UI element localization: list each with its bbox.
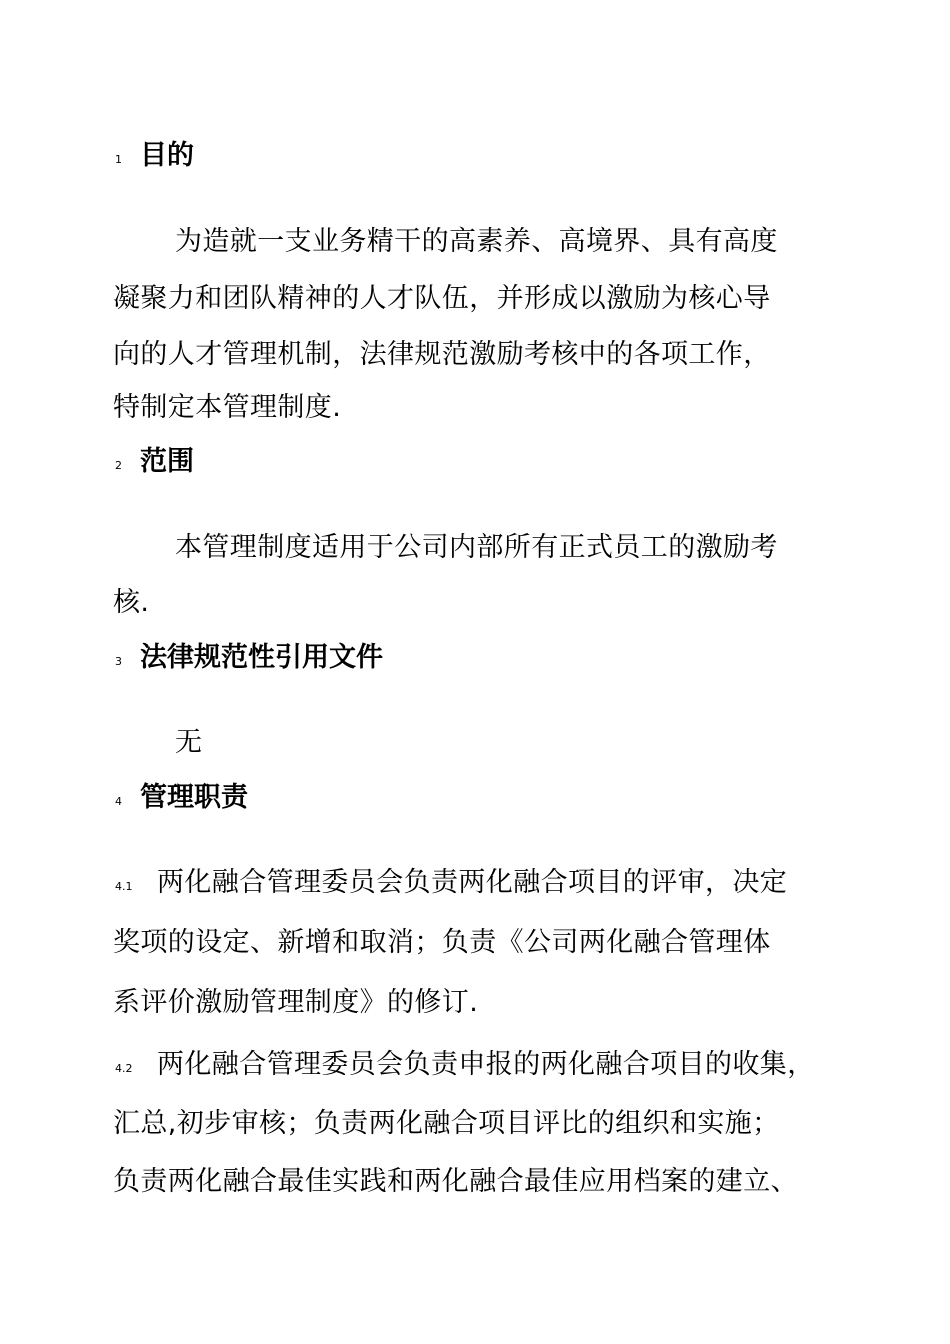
item-line: 汇总,初步审核；负责两化融合项目评比的组织和实施； (113, 1108, 780, 1139)
section-heading: 法律规范性引用文件 (140, 642, 383, 673)
item-line: 系评价激励管理制度》的修订. (113, 987, 479, 1018)
item-line: 两化融合管理委员会负责申报的两化融合项目的收集， (157, 1049, 815, 1080)
section-number: 1 (115, 153, 122, 166)
section-heading: 管理职责 (140, 782, 248, 813)
section-heading: 范围 (140, 446, 194, 477)
paragraph-line: 核. (113, 587, 150, 618)
paragraph-line: 特制定本管理制度. (113, 392, 342, 423)
item-number: 4.1 (115, 880, 133, 893)
item-number: 4.2 (115, 1062, 133, 1075)
section-number: 4 (115, 795, 122, 808)
paragraph-line: 凝聚力和团队精神的人才队伍，并形成以激励为核心导 (113, 283, 771, 314)
paragraph-line: 无 (175, 727, 203, 758)
section-heading: 目的 (140, 140, 194, 171)
section-number: 2 (115, 459, 122, 472)
paragraph-line: 向的人才管理机制，法律规范激励考核中的各项工作， (113, 339, 771, 370)
item-line: 奖项的设定、新增和取消；负责《公司两化融合管理体 (113, 927, 771, 958)
paragraph-line: 本管理制度适用于公司内部所有正式员工的激励考 (175, 532, 778, 563)
paragraph-line: 为造就一支业务精干的高素养、高境界、具有高度 (175, 226, 778, 257)
section-number: 3 (115, 655, 122, 668)
item-line: 负责两化融合最佳实践和两化融合最佳应用档案的建立、 (113, 1166, 798, 1197)
item-line: 两化融合管理委员会负责两化融合项目的评审，决定 (157, 867, 788, 898)
